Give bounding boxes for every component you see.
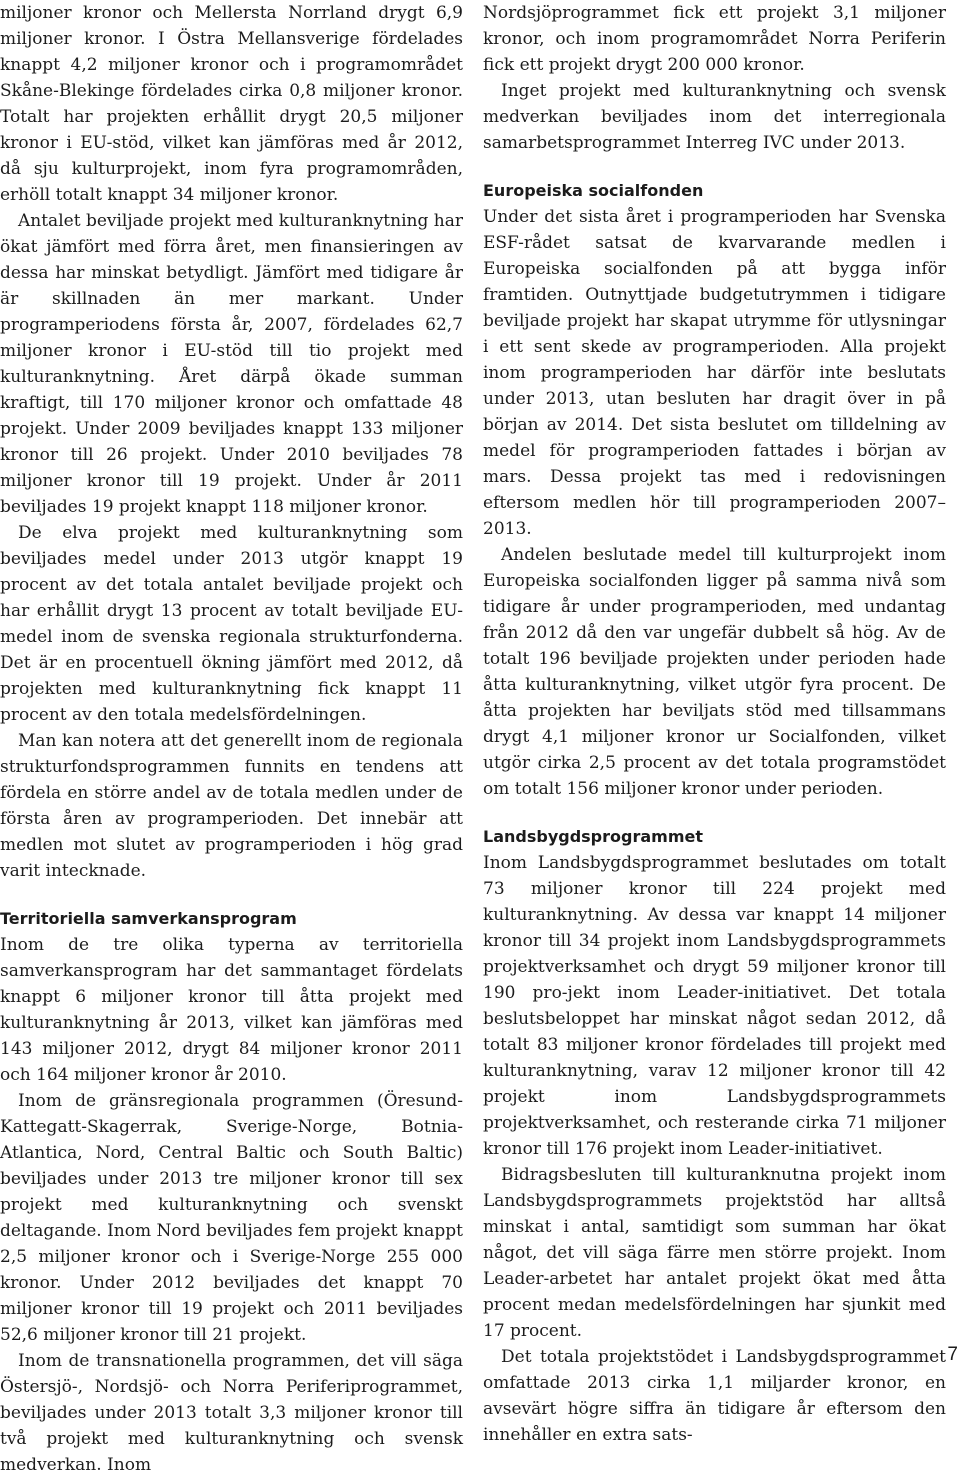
body-paragraph: Det totala projektstödet i Landsbygdsprogrammet omfattade 2013 cirka 1,1 miljarder kronor, en avsevärt högre siffra än tidigare år eftersom den innehåller en extra sats-: [483, 1347, 946, 1445]
body-paragraph: miljoner kronor och Mellersta Norrland drygt 6,9 miljoner kronor. I Östra Mellansverige fördelades knappt 4,2 miljoner kronor och i programområdet Skåne-Blekinge fördelades cirka 0,8 miljoner kronor. Totalt har projekten erhållit drygt 20,5 miljoner kronor i EU-stöd, vilket kan jämföras med år 2012, då sju kulturprojekt, inom fyra programområden, erhöll totalt knappt 34 miljoner kronor.: [0, 3, 463, 205]
body-paragraph: Inom Landsbygdsprogrammet beslutades om totalt 73 miljoner kronor till 224 projekt med kulturanknytning. Av dessa var knappt 14 miljoner kronor till 34 projekt inom Landsbygdsprogrammets projektverksamhet och drygt 59 miljoner kronor till 190 pro-jekt inom Leader-initiativet. Det totala beslutsbeloppet har minskat något sedan 2012, då totalt 83 miljoner kronor fördelades till projekt med kulturanknytning, varav 12 miljoner kronor till 42 projekt inom Landsbygdsprogrammets projektverksamhet, och resterande cirka 71 miljoner kronor till 176 projekt inom Leader-initiativet.: [483, 853, 946, 1159]
section-heading-landsbygd: Landsbygdsprogrammet: [483, 827, 703, 846]
body-paragraph: Under det sista året i programperioden har Svenska ESF-rådet satsat de kvarvarande medlen i Europeiska socialfonden på att bygga inför framtiden. Outnyttjade budgetutrymmen i tidigare beviljade projekt har skapat utrymme för utlysningar i ett sent skede av programperioden. Alla projekt inom programperioden har därför inte beslutats under 2013, utan besluten har dragit över in på början av 2014. Det sista beslutet om tilldelning av medel för programperioden fattades i början av mars. Dessa projekt tas med i redovisningen eftersom medlen hör till programperioden 2007–2013.: [483, 207, 946, 539]
body-paragraph: Antalet beviljade projekt med kulturanknytning har ökat jämfört med förra året, men finansieringen av dessa har minskat betydligt. Jämfört med tidigare år är skillnaden än mer markant. Under programperiodens första år, 2007, fördelades 62,7 miljoner kronor i EU-stöd till tio projekt med kulturanknytning. Året därpå ökade summan kraftigt, till 170 miljoner kronor och omfattade 48 projekt. Under 2009 beviljades knappt 133 miljoner kronor till 26 projekt. Under 2010 beviljades 78 miljoner kronor till 19 projekt. Under år 2011 beviljades 19 projekt knappt 118 miljoner kronor.: [0, 211, 463, 517]
left-column: [0, 0, 463, 1478]
body-paragraph: Bidragsbesluten till kulturanknutna projekt inom Landsbygdsprogrammets projektstöd har alltså minskat i antal, samtidigt som summan har ökat något, det vill säga färre men större projekt. Inom Leader-arbetet har antalet projekt ökat med åtta procent medan medelsfördelningen har sjunkit med 17 procent.: [483, 1165, 946, 1341]
body-paragraph: De elva projekt med kulturanknytning som beviljades medel under 2013 utgör knappt 19 procent av det totala antalet beviljade projekt och har erhållit drygt 13 procent av totalt beviljade EU-medel inom de svenska regionala strukturfonderna. Det är en procentuell ökning jämfört med 2012, då projekten med kulturanknytning fick knappt 11 procent av den totala medelsfördelningen.: [0, 523, 463, 725]
section-heading-territoriella: Territoriella samverkansprogram: [0, 909, 297, 928]
body-paragraph: Nordsjöprogrammet fick ett projekt 3,1 miljoner kronor, och inom programområdet Norra Periferin fick ett projekt drygt 200 000 kronor.: [483, 3, 946, 75]
body-paragraph: Inom de gränsregionala programmen (Öresund-Kattegatt-Skagerrak, Sverige-Norge, Botnia-Atlantica, Nord, Central Baltic och South Baltic) beviljades under 2013 tre miljoner kronor till sex projekt med kulturanknytning och svenskt deltagande. Inom Nord beviljades fem projekt knappt 2,5 miljoner kronor och i Sverige-Norge 255 000 kronor. Under 2012 beviljades det knappt 70 miljoner kronor till 19 projekt och 2011 beviljades 52,6 miljoner kronor till 21 projekt.: [0, 1091, 463, 1345]
body-paragraph: Man kan notera att det generellt inom de regionala strukturfondsprogrammen funnits en tendens att fördela en större andel av de totala medlen under de första åren av programperioden. Det innebär att medlen mot slutet av programperioden i hög grad varit intecknade.: [0, 731, 463, 881]
body-paragraph: Inget projekt med kulturanknytning och svensk medverkan beviljades inom det interregionala samarbetsprogrammet Interreg IVC under 2013.: [483, 81, 946, 153]
body-paragraph: Andelen beslutade medel till kulturprojekt inom Europeiska socialfonden ligger på samma nivå som tidigare år under programperioden, med undantag från 2012 då den var ungefär dubbelt så hög. Av de totalt 196 beviljade projekten under perioden hade åtta kulturanknytning, vilket utgör fyra procent. De åtta projekten har beviljats stöd med tillsammans drygt 4,1 miljoner kronor ur Socialfonden, vilket utgör cirka 2,5 procent av det totala programstödet om totalt 156 miljoner kronor under perioden.: [483, 545, 946, 799]
section-heading-esf: Europeiska socialfonden: [483, 181, 704, 200]
right-column: [483, 0, 946, 1448]
body-paragraph: Inom de transnationella programmen, det vill säga Östersjö-, Nordsjö- och Norra Periferiprogrammet, beviljades under 2013 totalt 3,3 miljoner kronor till två projekt med kulturanknytning och svensk medverkan. Inom: [0, 1351, 463, 1475]
body-paragraph: Inom de tre olika typerna av territoriella samverkansprogram har det sammantaget fördelats knappt 6 miljoner kronor till åtta projekt med kulturanknytning år 2013, vilket kan jämföras med 143 miljoner 2012, drygt 84 miljoner kronor 2011 och 164 miljoner kronor år 2010.: [0, 935, 463, 1085]
page-number: 7: [947, 1344, 958, 1365]
